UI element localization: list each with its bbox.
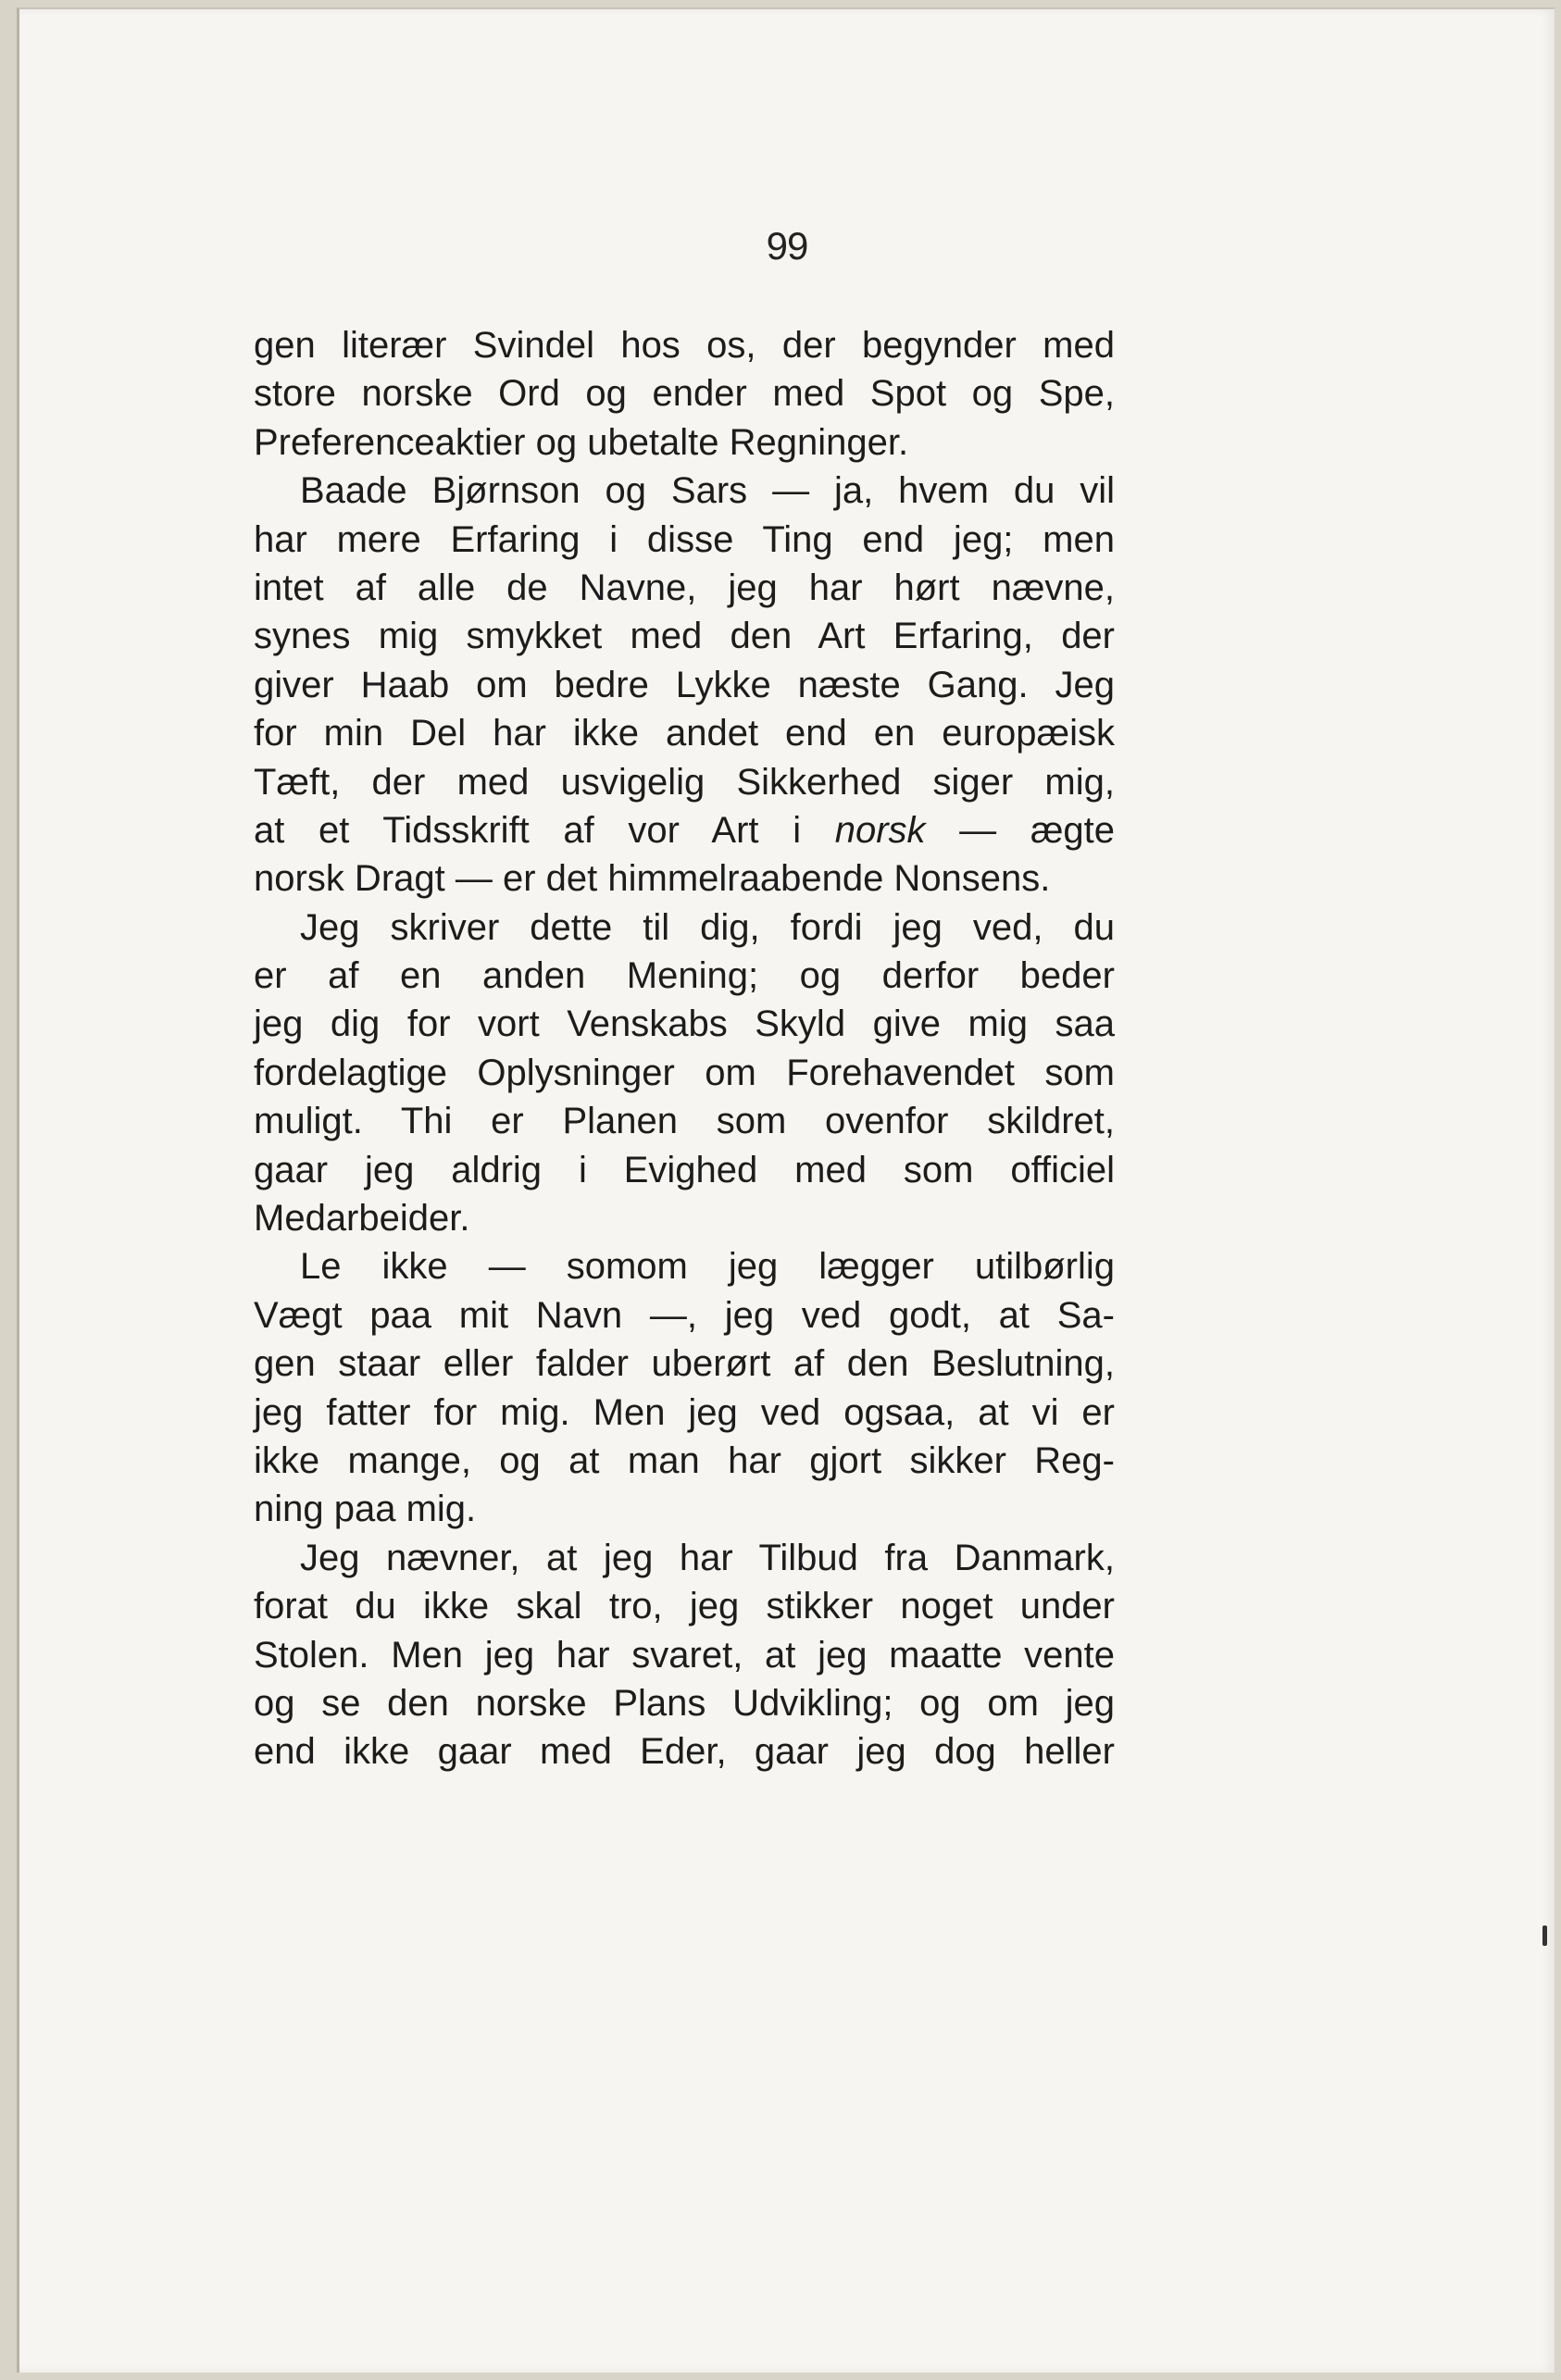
italic-word: norsk [834,809,926,851]
text-line: gaar jeg aldrig i Evighed med som officiel [254,1149,1115,1190]
text-line: store norske Ord og ender med Spot og Spe, [254,373,1115,415]
body-text [254,321,1115,1776]
text-line: norsk Dragt — er det himmelraabende Nonsens. [254,858,1051,900]
text-line: Jeg nævner, at jeg har Tilbud fra Danmark, [300,1537,1115,1578]
text-line: fordelagtige Oplysninger om Forehavendet som [254,1052,1115,1093]
text-line: for min Del har ikke andet end en europæisk [254,713,1115,754]
text-line: gen literær Svindel hos os, der begynder med [254,325,1115,366]
text-line: gen staar eller falder uberørt af den Beslutning, [254,1343,1115,1385]
text-line: forat du ikke skal tro, jeg stikker noget under [254,1586,1115,1627]
text-line: Preferenceaktier og ubetalte Regninger. [254,421,909,463]
book-page [17,7,1555,2373]
margin-mark [1542,1925,1547,1946]
text-line: ikke mange, og at man har gjort sikker Reg- [254,1439,1115,1481]
text-line: er af en anden Mening; og derfor beder [254,955,1115,997]
text-line: end ikke gaar med Eder, gaar jeg dog heller [254,1731,1115,1773]
text-line: Stolen. Men jeg har svaret, at jeg maatte vente [254,1634,1115,1676]
text-line: og se den norske Plans Udvikling; og om jeg [254,1682,1115,1724]
text-line: intet af alle de Navne, jeg har hørt nævne, [254,567,1115,608]
text-line: muligt. Thi er Planen som ovenfor skildret, [254,1101,1115,1142]
text-line: Medarbeider. [254,1198,470,1240]
text-line: jeg fatter for mig. Men jeg ved ogsaa, at vi er [254,1391,1115,1433]
text-segment: — ægte [925,809,1115,851]
text-line: har mere Erfaring i disse Ting end jeg; men [254,518,1115,560]
text-line: Le ikke — somom jeg lægger utilbørlig [300,1246,1115,1288]
text-line: ning paa mig. [254,1489,477,1530]
text-line: Jeg skriver dette til dig, fordi jeg ved, du [300,906,1115,948]
text-line: giver Haab om bedre Lykke næste Gang. Jeg [254,664,1115,705]
text-segment: at et Tidsskrift af vor Art i [254,809,835,851]
page-number: 99 [766,224,808,268]
text-line: Vægt paa mit Navn —, jeg ved godt, at Sa- [254,1294,1115,1336]
text-line: Tæft, der med usvigelig Sikkerhed siger mig, [254,761,1115,803]
text-line: jeg dig for vort Venskabs Skyld give mig saa [254,1003,1115,1045]
text-line [254,806,1115,854]
text-line: synes mig smykket med den Art Erfaring, der [254,616,1115,657]
text-line: Baade Bjørnson og Sars — ja, hvem du vil [300,470,1115,512]
